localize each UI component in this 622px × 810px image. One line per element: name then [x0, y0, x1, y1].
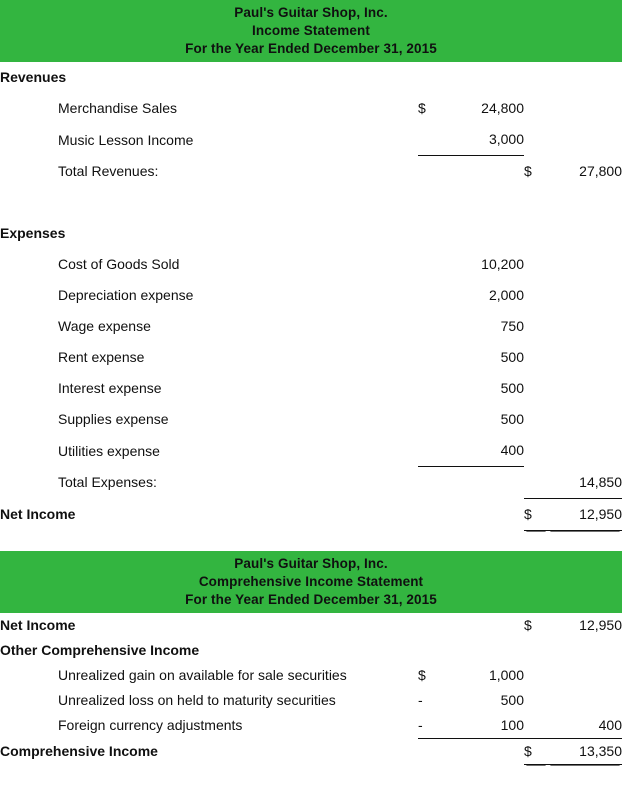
net-income-label: Net Income [0, 616, 76, 633]
total-revenues-row [0, 156, 622, 188]
net-income-label: Net Income [0, 506, 76, 522]
total-revenues-amount: 27,800 [579, 163, 622, 179]
line-item-amount: 1,000 [488, 666, 524, 683]
line-item-amount: 500 [500, 411, 524, 427]
currency-symbol [418, 124, 442, 156]
line-item-total [548, 663, 622, 688]
line-item-amount: 500 [500, 349, 524, 365]
currency-symbol [524, 467, 548, 499]
line-item-label: Music Lesson Income [58, 131, 194, 148]
line-item-amount: 2,000 [488, 287, 524, 303]
net-income-row [0, 613, 622, 638]
currency-symbol: $ [524, 498, 548, 530]
table-row [0, 124, 622, 156]
comprehensive-income-statement-table [0, 613, 622, 765]
currency-symbol: $ [524, 738, 548, 764]
currency-symbol [418, 249, 442, 280]
table-row [0, 311, 622, 342]
table-row [0, 688, 622, 713]
currency-symbol: $ [524, 616, 532, 633]
line-item-amount: 400 [442, 435, 524, 467]
line-item-amount: 100 [442, 713, 524, 739]
table-row [0, 663, 622, 688]
currency-symbol [418, 435, 442, 467]
line-item-label: Depreciation expense [58, 287, 194, 303]
line-item-label: Unrealized loss on held to maturity securities [58, 691, 336, 708]
negative-sign: - [418, 691, 423, 708]
oci-section-label: Other Comprehensive Income [0, 641, 200, 658]
line-item-label: Merchandise Sales [58, 100, 178, 116]
negative-sign: - [418, 713, 442, 739]
comprehensive-income-row [0, 738, 622, 764]
statement-title: Income Statement [252, 23, 370, 38]
line-item-label: Wage expense [58, 318, 151, 334]
net-income-amount: 12,950 [579, 616, 622, 633]
table-row [0, 713, 622, 739]
total-revenues-label: Total Revenues: [58, 163, 159, 179]
line-item-amount: 500 [500, 691, 524, 708]
table-row [0, 93, 622, 124]
line-item-total [548, 688, 622, 713]
total-expenses-label: Total Expenses: [58, 474, 157, 490]
company-name: Paul's Guitar Shop, Inc. [234, 555, 388, 571]
statement-gap [0, 531, 622, 551]
line-item-amount: 24,800 [481, 100, 524, 116]
expenses-section-row [0, 218, 622, 249]
currency-symbol [418, 311, 442, 342]
line-item-total: 400 [548, 713, 622, 739]
currency-symbol [524, 663, 548, 688]
table-row [0, 280, 622, 311]
line-item-label: Utilities expense [58, 442, 160, 459]
table-row [0, 342, 622, 373]
currency-symbol: $ [418, 666, 426, 683]
comprehensive-income-statement-header [0, 551, 622, 613]
line-item-label: Supplies expense [58, 411, 169, 427]
section-spacer [0, 187, 622, 218]
total-expenses-amount: 14,850 [548, 467, 622, 499]
net-income-amount: 12,950 [548, 498, 622, 530]
line-item-amount: 10,200 [481, 256, 524, 272]
line-item-label: Rent expense [58, 349, 145, 365]
comprehensive-income-amount: 13,350 [548, 738, 622, 764]
total-expenses-row [0, 467, 622, 499]
currency-symbol [418, 342, 442, 373]
currency-symbol [524, 713, 548, 739]
line-item-amount: 750 [500, 318, 524, 334]
table-row [0, 435, 622, 467]
line-item-amount: 3,000 [442, 124, 524, 156]
line-item-label: Interest expense [58, 380, 162, 396]
currency-symbol: $ [418, 100, 426, 116]
currency-symbol: $ [524, 163, 532, 179]
comprehensive-income-label: Comprehensive Income [0, 743, 158, 759]
currency-symbol [418, 373, 442, 404]
income-statement-header [0, 0, 622, 62]
income-statement-table [0, 62, 622, 531]
table-row [0, 249, 622, 280]
currency-symbol [418, 404, 442, 435]
statement-period: For the Year Ended December 31, 2015 [185, 591, 437, 607]
statement-period: For the Year Ended December 31, 2015 [185, 41, 437, 56]
table-row [0, 373, 622, 404]
line-item-label: Unrealized gain on available for sale securities [58, 666, 347, 683]
table-row [0, 404, 622, 435]
line-item-label: Foreign currency adjustments [58, 717, 243, 733]
line-item-amount: 500 [500, 380, 524, 396]
company-name: Paul's Guitar Shop, Inc. [234, 5, 388, 20]
revenues-section-label: Revenues [0, 69, 67, 85]
net-income-row [0, 498, 622, 530]
revenues-section-row [0, 62, 622, 93]
expenses-section-label: Expenses [0, 225, 66, 241]
oci-section-row [0, 638, 622, 663]
currency-symbol [418, 280, 442, 311]
line-item-label: Cost of Goods Sold [58, 256, 180, 272]
statement-title: Comprehensive Income Statement [198, 573, 424, 589]
currency-symbol [524, 688, 548, 713]
